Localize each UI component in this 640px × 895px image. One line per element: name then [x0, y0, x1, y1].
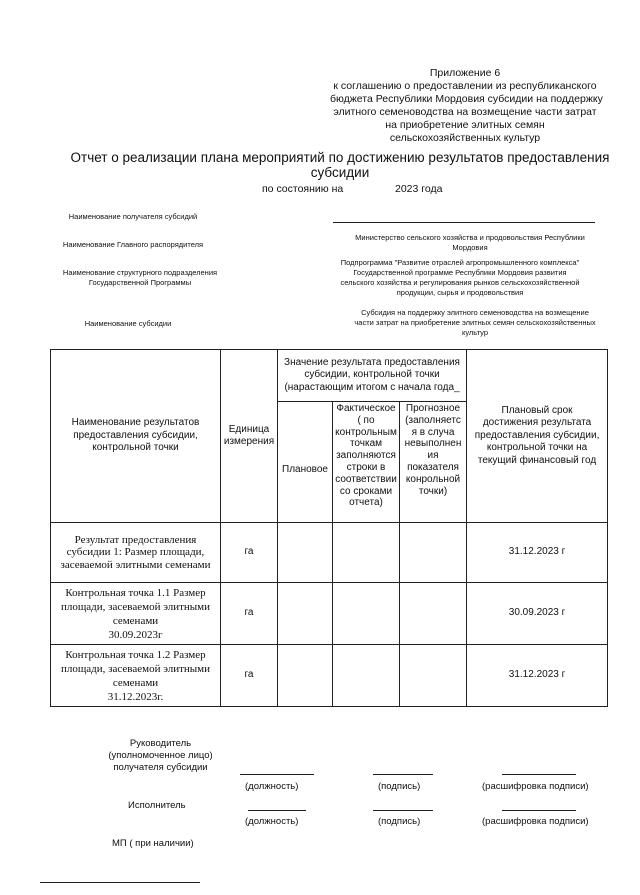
executor-label: Исполнитель [128, 800, 186, 811]
manager-value [330, 233, 610, 253]
header-unit [221, 350, 278, 523]
table-row [51, 645, 608, 707]
head-label-line: Руководитель [129, 738, 192, 749]
subsidy-label: Наименование субсидии [84, 319, 172, 328]
unit-value-line: Подпрограмма "Развитие отраслей агропромышленного комплекса" [340, 258, 580, 267]
report-table [50, 349, 608, 707]
subsidy-value-line: Субсидия на поддержку элитного семеноводства на возмещение [361, 308, 589, 317]
header-result-name [51, 350, 221, 523]
row-unit: га [221, 583, 278, 645]
table-row [51, 583, 608, 645]
recipient-label: Наименование получателя субсидий [68, 212, 198, 221]
row-deadline: 31.12.2023 г [467, 523, 608, 583]
header-deadline [467, 350, 608, 523]
as-of-label: по состоянию на [262, 183, 344, 195]
header-text: точкам [349, 438, 383, 450]
header-text: заполняются [336, 450, 396, 462]
header-text: отчета) [349, 497, 383, 509]
executor-position-line[interactable] [248, 810, 306, 811]
row-forecast[interactable] [400, 583, 467, 645]
row-deadline: 31.12.2023 г [467, 645, 608, 707]
unit-label [40, 268, 240, 288]
header-text: я в случа [411, 426, 455, 438]
header-text: предоставления субсидии, [73, 429, 198, 441]
unit-value-line: продукции, сырья и продовольствия [396, 288, 524, 297]
header-text: субсидии, контрольной точки [304, 369, 440, 381]
header-text: достижения результата [482, 417, 592, 429]
cell-text: площади, засеваемой элитными [60, 662, 211, 675]
head-position-line[interactable] [240, 774, 314, 775]
report-title-line1: Отчет о реализации плана мероприятий по достижению результатов предоставления [70, 150, 610, 165]
annex-line: элитного семеноводства на возмещение части затрат [333, 106, 597, 118]
cell-text: Контрольная точка 1.1 Размер [65, 586, 206, 599]
manager-value-line: Министерство сельского хозяйства и продовольствия Республики [355, 233, 585, 242]
cell-text: 30.09.2023г [108, 628, 163, 641]
executor-decoding-line[interactable] [502, 810, 576, 811]
header-text: (заполняетс [405, 414, 461, 426]
cell-text: субсидии 1: Размер площади, [66, 546, 205, 559]
head-signature-caption: (подпись) [378, 781, 421, 792]
row-fact[interactable] [333, 645, 400, 707]
report-title [40, 150, 640, 180]
header-text: Единица [228, 423, 270, 435]
subsidy-value-line: культур [461, 328, 488, 337]
header-plan: Плановое [278, 402, 333, 523]
row-fact[interactable] [333, 523, 400, 583]
manager-value-line: Мордовия [452, 243, 488, 252]
header-text: точки) [418, 485, 448, 497]
header-text: Значение результата предоставления [284, 356, 460, 368]
cell-text: семенами [112, 676, 159, 689]
header-text: контрольным [335, 426, 397, 438]
annex-line: Приложение 6 [429, 67, 501, 79]
row-unit: га [221, 645, 278, 707]
report-title-line2: субсидии [310, 165, 370, 180]
header-value-group [278, 350, 467, 402]
row-fact[interactable] [333, 583, 400, 645]
head-position-caption: (должность) [245, 781, 299, 792]
unit-value [300, 258, 620, 298]
executor-position-caption: (должность) [245, 816, 299, 827]
header-text: со сроками [339, 485, 393, 497]
row-forecast[interactable] [400, 523, 467, 583]
footer-divider [40, 882, 200, 883]
header-text: (нарастающим итогом с начала года_ [284, 381, 460, 393]
cell-text: семенами [112, 614, 159, 627]
subsidy-value [330, 308, 620, 338]
manager-label: Наименование Главного распорядителя [62, 240, 204, 249]
cell-text: Результат предоставления [74, 533, 197, 546]
head-signature-line[interactable] [373, 774, 433, 775]
annex-line: бюджета Республики Мордовия субсидии на поддержку [330, 93, 603, 105]
unit-value-line: сельского хозяйства и регулирования рынков сельскохозяйственной [340, 278, 580, 287]
head-decoding-caption: (расшифровка подписи) [482, 781, 589, 792]
as-of-year: 2023 года [395, 183, 443, 195]
unit-label-line: Наименование структурного подразделения [62, 268, 218, 277]
row-plan[interactable] [278, 523, 333, 583]
annex-line: на приобретение элитных семян [385, 119, 545, 131]
header-text: ия [427, 450, 439, 462]
cell-text: площади, засеваемой элитными [60, 600, 211, 613]
header-text: невыполнен [404, 438, 462, 450]
header-text: Фактическое [336, 403, 396, 414]
header-text: Прогнозное [405, 403, 461, 414]
header-text: контрольной точки на [486, 442, 588, 454]
header-text: Наименование результатов [71, 417, 200, 429]
header-text: измерения [223, 436, 275, 447]
unit-label-line: Государственной Программы [88, 278, 192, 287]
header-text: Плановый срок [501, 404, 573, 416]
row-deadline: 30.09.2023 г [467, 583, 608, 645]
header-text: соответствии [335, 473, 397, 485]
header-forecast [400, 402, 467, 523]
executor-signature-caption: (подпись) [378, 816, 421, 827]
table-row [51, 523, 608, 583]
annex-line: сельскохозяйственных культур [389, 132, 541, 144]
annex-header [330, 67, 603, 145]
head-decoding-line[interactable] [502, 774, 576, 775]
header-text: текущий финансовый год [477, 454, 597, 466]
stamp-note: МП ( при наличии) [112, 838, 194, 849]
header-text: ( по [357, 414, 375, 426]
cell-text: засеваемой элитными семенами [60, 558, 211, 571]
row-plan[interactable] [278, 583, 333, 645]
header-text: строки в [346, 461, 386, 473]
header-text: контрольной точки [92, 442, 179, 454]
recipient-value-line[interactable] [333, 222, 595, 223]
header-text: конрольной [405, 473, 461, 485]
head-label [88, 738, 233, 774]
executor-signature-line[interactable] [373, 810, 433, 811]
unit-value-line: Государственной программе Республики Мордовия развития [353, 268, 567, 277]
row-checkpoint-name [51, 583, 221, 645]
cell-text: 31.12.2023г. [107, 690, 164, 703]
row-result-name [51, 523, 221, 583]
row-plan[interactable] [278, 645, 333, 707]
annex-line: к соглашению о предоставлении из республиканского [333, 80, 597, 92]
row-forecast[interactable] [400, 645, 467, 707]
header-text: предоставления субсидии, [474, 429, 600, 441]
head-label-line: получателя субсидии [113, 762, 208, 773]
executor-decoding-caption: (расшифровка подписи) [482, 816, 589, 827]
header-text: показателя [407, 461, 459, 473]
row-unit: га [221, 523, 278, 583]
cell-text: Контрольная точка 1.2 Размер [65, 648, 206, 661]
head-label-line: (уполномоченное лицо) [108, 750, 213, 761]
row-checkpoint-name [51, 645, 221, 707]
subsidy-value-line: части затрат на приобретение элитных семян сельскохозяйственных [354, 318, 596, 327]
header-fact [333, 402, 400, 523]
